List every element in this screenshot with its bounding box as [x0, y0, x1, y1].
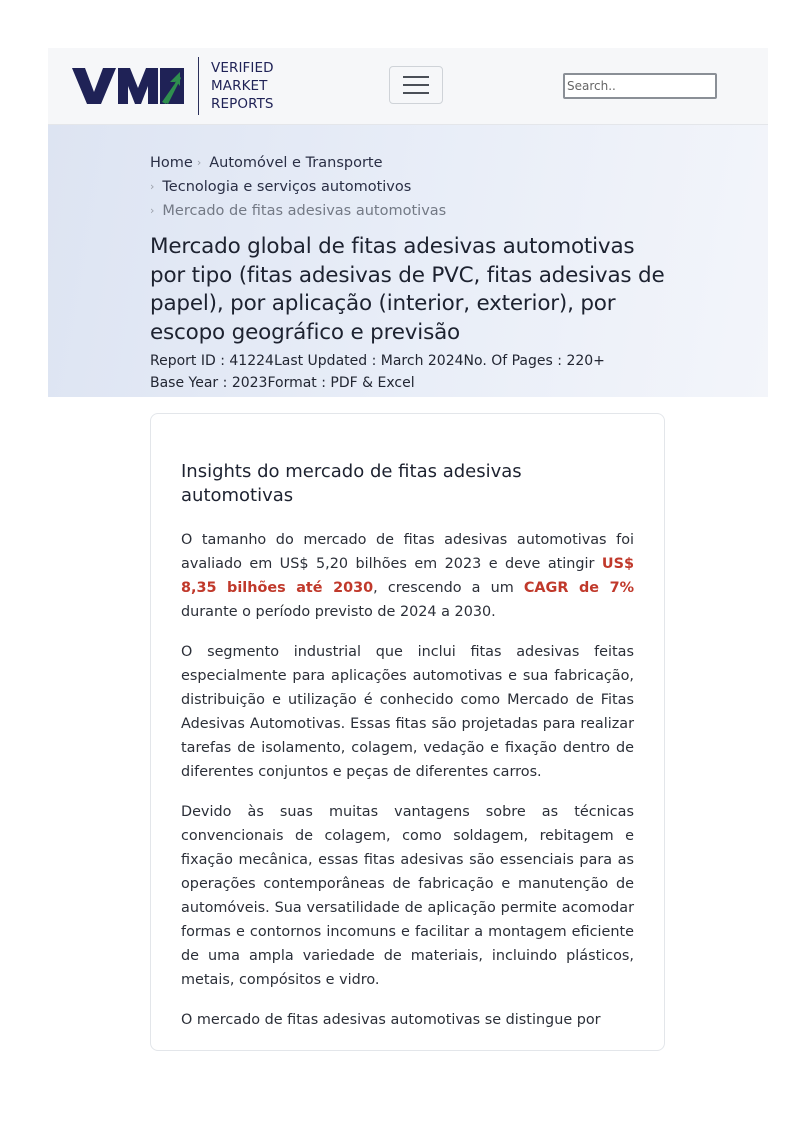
breadcrumb-home-link[interactable]: Home: [150, 155, 193, 171]
last-updated-value: March 2024: [380, 353, 464, 369]
highlight-market-value: US$ 8,35 bilhões até 2030: [181, 556, 634, 596]
insights-card: [150, 413, 665, 1051]
breadcrumb-current: Mercado de fitas adesivas automotivas: [162, 203, 447, 219]
pages-value: 220+: [566, 353, 605, 369]
vmr-logo-mark: [72, 66, 184, 106]
navbar: [48, 48, 768, 125]
base-year-value: 2023: [231, 375, 268, 391]
breadcrumb-category-link[interactable]: Automóvel e Transporte: [209, 155, 383, 171]
report-id-label: Report ID :: [150, 353, 230, 369]
report-meta: [150, 350, 605, 394]
logo-line-3: REPORTS: [211, 96, 274, 112]
p1-text-b: , crescendo a um: [373, 580, 524, 596]
format-value: PDF & Excel: [330, 375, 415, 391]
insights-heading: Insights do mercado de fitas adesivas automotivas: [181, 461, 522, 506]
base-year-label: Base Year :: [150, 375, 232, 391]
page: [48, 48, 768, 1028]
p1-text-c: durante o período previsto de 2024 a 2030.: [181, 604, 496, 620]
search-input[interactable]: [563, 73, 717, 99]
highlight-cagr: CAGR de 7%: [523, 580, 634, 596]
report-hero: [48, 125, 768, 397]
paragraph-market-size: [181, 528, 634, 624]
page-title: Mercado global de fitas adesivas automotivas por tipo (fitas adesivas de PVC, fitas adesivas de papel), por aplicação (interior, exterior), por escopo geográfico e previsão: [150, 234, 665, 345]
pages-label: No. Of Pages :: [463, 353, 567, 369]
format-label: Format :: [267, 375, 331, 391]
logo-divider: [198, 57, 199, 115]
logo-text: [211, 59, 274, 113]
menu-toggle-button[interactable]: [389, 66, 443, 104]
hamburger-icon-line-2: [403, 84, 429, 86]
logo-line-1: VERIFIED: [211, 60, 274, 76]
chevron-right-icon: ›: [150, 204, 155, 217]
last-updated-label: Last Updated :: [273, 353, 381, 369]
logo-line-2: MARKET: [211, 78, 268, 94]
p1-text-a: O tamanho do mercado de fitas adesivas automotivas foi avaliado em US$ 5,20 bilhões em 2023 e deve atingir: [181, 532, 634, 572]
breadcrumb-subcategory-link[interactable]: Tecnologia e serviços automotivos: [162, 179, 412, 195]
chevron-right-icon: ›: [150, 180, 155, 193]
paragraph-advantages: Devido às suas muitas vantagens sobre as técnicas convencionais de colagem, como soldagem, rebitagem e fixação mecânica, essas fitas adesivas são essenciais para as operações contemporâneas de fabricação e manutenção de automóveis. Sua versatilidade de aplicação permite acomodar formas e contornos incomuns e facilitar a montagem eficiente de uma ampla variedade de materiais, incluindo plásticos, metais, compósitos e vidro.: [181, 804, 634, 988]
paragraph-definition: O segmento industrial que inclui fitas adesivas feitas especialmente para aplicações automotivas e sua fabricação, distribuição e utilização é conhecido como Mercado de Fitas Adesivas Automotivas. Essas fitas são projetadas para realizar tarefas de isolamento, colagem, vedação e fixação dentro de diferentes conjuntos e peças de diferentes carros.: [181, 644, 634, 780]
logo[interactable]: [72, 56, 274, 116]
report-id-value: 41224: [229, 353, 274, 369]
paragraph-distinction: O mercado de fitas adesivas automotivas se distingue por: [181, 1012, 601, 1028]
chevron-right-icon: ›: [196, 156, 202, 169]
hamburger-icon-line-1: [403, 76, 429, 78]
breadcrumb: [150, 151, 446, 223]
hamburger-icon-line-3: [403, 92, 429, 94]
